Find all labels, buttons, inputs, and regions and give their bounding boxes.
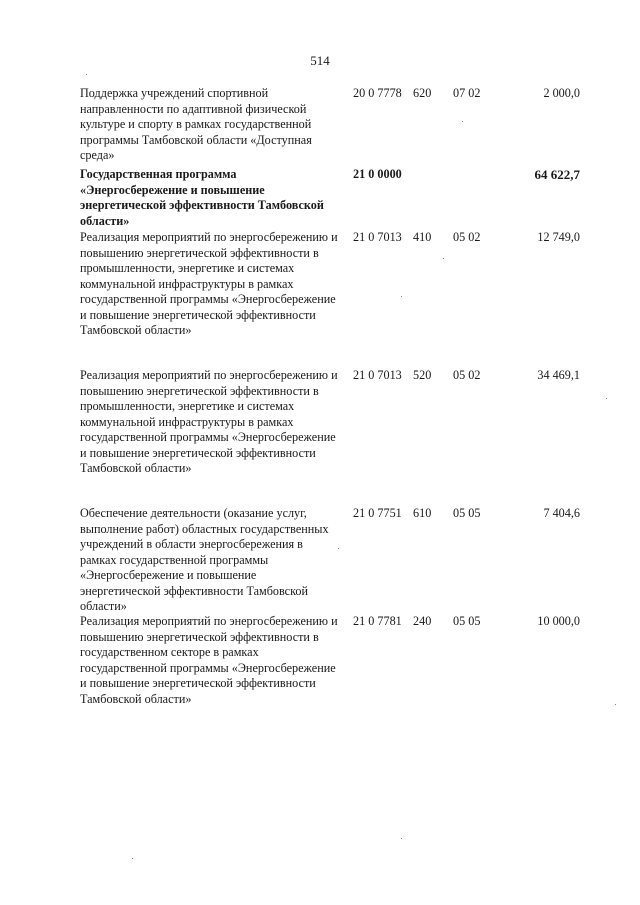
row-expense-type-code: 410 — [413, 230, 432, 244]
row-target-article-code: 21 0 0000 — [353, 167, 402, 181]
row-sum: 12 749,0 — [537, 230, 580, 244]
row-sum: 34 469,1 — [537, 368, 580, 382]
row-sum: 10 000,0 — [537, 614, 580, 628]
row-description: Реализация мероприятий по энергосбережению и повышению энергетической эффективности в промышленности, энергетике и системах коммунальной инфраструктуры в рамках государственной программы «Энергосбережение и повышение энергетической эффективности Тамбовской области» — [80, 230, 338, 337]
row-target-article-code: 21 0 7781 — [353, 614, 402, 628]
row-description: Реализация мероприятий по энергосбережению и повышению энергетической эффективности в государственном секторе в рамках государственной программы «Энергосбережение и повышение энергетической эффективности Тамбовской области» — [80, 614, 338, 706]
row-sum: 7 404,6 — [543, 506, 580, 520]
row-description: Государственная программа «Энергосбережение и повышение энергетической эффективности Тамбовской области» — [80, 167, 324, 228]
row-section-code: 05 02 — [453, 230, 481, 244]
row-description: Реализация мероприятий по энергосбережению и повышению энергетической эффективности в промышленности, энергетике и системах коммунальной инфраструктуры в рамках государственной программы «Энергосбережение и повышение энергетической эффективности Тамбовской области» — [80, 368, 338, 475]
scan-speck — [606, 398, 607, 399]
row-section-code: 07 02 — [453, 86, 481, 100]
row-sum: 64 622,7 — [534, 167, 580, 182]
row-section-code: 05 05 — [453, 506, 481, 520]
scan-speck — [401, 838, 402, 839]
scan-speck — [338, 548, 339, 549]
row-expense-type-code: 620 — [413, 86, 432, 100]
scan-speck — [86, 74, 87, 75]
row-section-code: 05 02 — [453, 368, 481, 382]
scan-speck — [615, 704, 616, 705]
scan-speck — [401, 296, 402, 297]
row-expense-type-code: 240 — [413, 614, 432, 628]
row-expense-type-code: 610 — [413, 506, 432, 520]
row-target-article-code: 21 0 7751 — [353, 506, 402, 520]
row-sum: 2 000,0 — [543, 86, 580, 100]
row-target-article-code: 21 0 7013 — [353, 368, 402, 382]
row-description: Поддержка учреждений спортивной направленности по адаптивной физической культуре и спорту в рамках государственной программы Тамбовской области «Доступная среда» — [80, 86, 312, 162]
row-target-article-code: 21 0 7013 — [353, 230, 402, 244]
row-section-code: 05 05 — [453, 614, 481, 628]
row-target-article-code: 20 0 7778 — [353, 86, 402, 100]
row-expense-type-code: 520 — [413, 368, 432, 382]
page-number: 514 — [310, 53, 330, 68]
row-description: Обеспечение деятельности (оказание услуг, выполнение работ) областных государственных учреждений в области энергосбережения в рамках государственной программы «Энергосбережение и повышение энергетической эффективности Тамбовской области» — [80, 506, 329, 613]
scan-speck — [443, 258, 444, 259]
scan-speck — [132, 858, 133, 859]
scan-speck — [462, 121, 463, 122]
